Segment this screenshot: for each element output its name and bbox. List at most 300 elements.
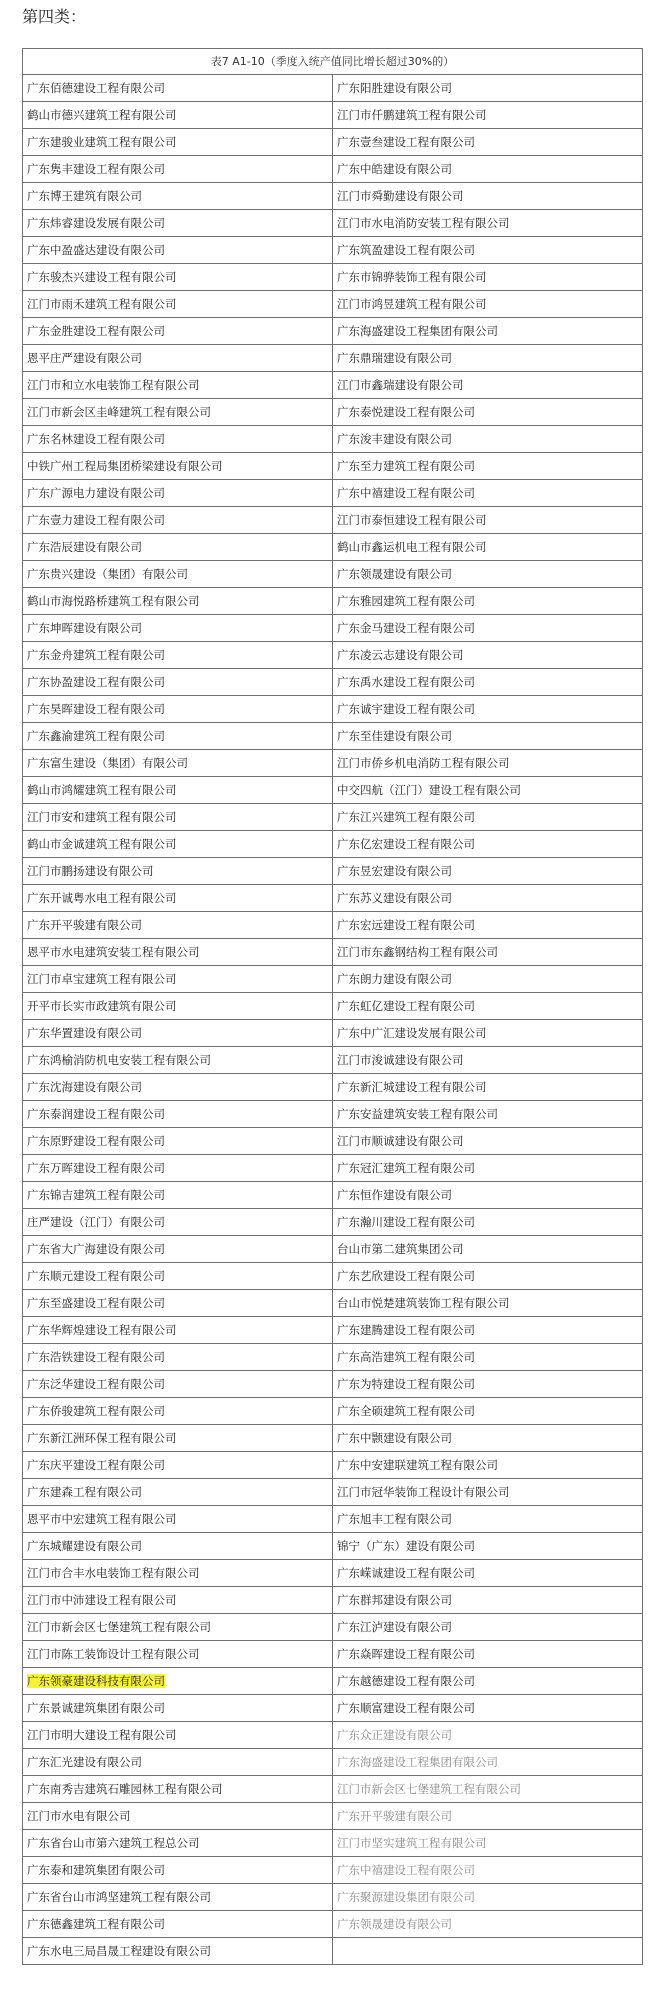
company-cell-left — [23, 588, 333, 615]
company-name: 开平市长实市政建筑有限公司 — [27, 999, 177, 1013]
company-cell-right — [333, 453, 643, 480]
company-name: 江门市和立水电装饰工程有限公司 — [27, 378, 200, 392]
company-name: 广东江泸建设有限公司 — [337, 1620, 452, 1634]
company-cell-right — [333, 1317, 643, 1344]
company-cell-left — [23, 1128, 333, 1155]
company-name: 广东开诚粤水电工程有限公司 — [27, 891, 177, 905]
table-row — [23, 1884, 643, 1911]
company-cell-left — [23, 1371, 333, 1398]
company-cell-left — [23, 1776, 333, 1803]
company-cell-left — [23, 1101, 333, 1128]
company-cell-left — [23, 939, 333, 966]
table-row — [23, 858, 643, 885]
company-name: 江门市侨乡机电消防工程有限公司 — [337, 756, 510, 770]
company-name: 广东群邦建设有限公司 — [337, 1593, 452, 1607]
company-cell-right — [333, 1020, 643, 1047]
company-name: 江门市新会区七堡建筑工程有限公司 — [337, 1782, 521, 1796]
company-table — [22, 48, 643, 1965]
table-row — [23, 1155, 643, 1182]
table-row — [23, 534, 643, 561]
company-name: 广东海盛建设工程集团有限公司 — [337, 324, 498, 338]
company-name: 广东昊晖建设工程有限公司 — [27, 702, 165, 716]
table-row — [23, 1857, 643, 1884]
table-row — [23, 453, 643, 480]
company-cell-right — [333, 642, 643, 669]
company-name: 广东锦吉建筑工程有限公司 — [27, 1188, 165, 1202]
table-row — [23, 777, 643, 804]
company-cell-left — [23, 858, 333, 885]
company-name: 广东中禧建设工程有限公司 — [337, 1863, 475, 1877]
company-name: 广东聚源建设集团有限公司 — [337, 1890, 475, 1904]
company-cell-left — [23, 1722, 333, 1749]
company-cell-right — [333, 831, 643, 858]
table-row — [23, 1236, 643, 1263]
company-name: 广东德鑫建筑工程有限公司 — [27, 1917, 165, 1931]
company-cell-right — [333, 723, 643, 750]
section-heading: 第四类： — [22, 7, 87, 26]
company-name: 广东凌云志建设有限公司 — [337, 648, 464, 662]
company-cell-right — [333, 1506, 643, 1533]
company-cell-left — [23, 1020, 333, 1047]
company-name: 广东泛华建设工程有限公司 — [27, 1377, 165, 1391]
table-row — [23, 723, 643, 750]
company-name: 广东中盈盛达建设有限公司 — [27, 243, 165, 257]
company-name: 广东昱宏建设有限公司 — [337, 864, 452, 878]
company-name: 广东庆平建设工程有限公司 — [27, 1458, 165, 1472]
company-cell-right — [333, 1830, 643, 1857]
company-name: 广东华置建设有限公司 — [27, 1026, 142, 1040]
table-row — [23, 588, 643, 615]
table-row — [23, 1290, 643, 1317]
company-name: 江门市坚实建筑工程有限公司 — [337, 1836, 487, 1850]
company-cell-right — [333, 372, 643, 399]
company-cell-left — [23, 1182, 333, 1209]
company-name: 江门市新会区七堡建筑工程有限公司 — [27, 1620, 211, 1634]
table-row — [23, 939, 643, 966]
company-name: 广东中颢建设有限公司 — [337, 1431, 452, 1445]
company-cell-left — [23, 1344, 333, 1371]
company-name: 广东省大广海建设有限公司 — [27, 1242, 165, 1256]
company-cell-left — [23, 642, 333, 669]
company-name: 鹤山市鑫运机电工程有限公司 — [337, 540, 487, 554]
table-row — [23, 372, 643, 399]
company-cell-right — [333, 615, 643, 642]
company-cell-right — [333, 1101, 643, 1128]
company-name: 广东宏远建设工程有限公司 — [337, 918, 475, 932]
table-row — [23, 1128, 643, 1155]
company-cell-left — [23, 1209, 333, 1236]
company-name: 广东浩铁建设工程有限公司 — [27, 1350, 165, 1364]
table-row — [23, 1776, 643, 1803]
table-row — [23, 264, 643, 291]
company-cell-left — [23, 777, 333, 804]
company-name: 广东中安建联建筑工程有限公司 — [337, 1458, 498, 1472]
company-cell-left — [23, 318, 333, 345]
company-cell-left — [23, 993, 333, 1020]
table-row — [23, 291, 643, 318]
company-cell-right — [333, 75, 643, 102]
company-name: 广东贵兴建设（集团）有限公司 — [27, 567, 188, 581]
table-row — [23, 1830, 643, 1857]
company-name: 江门市鸿昱建筑工程有限公司 — [337, 297, 487, 311]
table-row — [23, 1803, 643, 1830]
company-name: 锦宁（广东）建设有限公司 — [337, 1539, 475, 1553]
company-name: 广东安益建筑安装工程有限公司 — [337, 1107, 498, 1121]
table-row — [23, 102, 643, 129]
table-row — [23, 183, 643, 210]
company-cell-right — [333, 156, 643, 183]
company-name: 台山市第二建筑集团公司 — [337, 1242, 464, 1256]
company-name: 庄严建设（江门）有限公司 — [27, 1215, 165, 1229]
company-name: 广东金舟建筑工程有限公司 — [27, 648, 165, 662]
company-cell-right — [333, 345, 643, 372]
company-name: 广东江兴建筑工程有限公司 — [337, 810, 475, 824]
company-cell-right — [333, 1236, 643, 1263]
company-cell-right — [333, 1614, 643, 1641]
company-cell-right — [333, 993, 643, 1020]
company-cell-left — [23, 561, 333, 588]
company-name: 广东顺富建设工程有限公司 — [337, 1701, 475, 1715]
table-row — [23, 507, 643, 534]
company-name: 广东隽丰建设工程有限公司 — [27, 162, 165, 176]
company-name: 中铁广州工程局集团桥梁建设有限公司 — [27, 459, 223, 473]
company-name: 广东富生建设（集团）有限公司 — [27, 756, 188, 770]
company-cell-left — [23, 1317, 333, 1344]
table-row — [23, 1344, 643, 1371]
company-name: 广东南秀吉建筑石雕园林工程有限公司 — [27, 1782, 223, 1796]
table-row — [23, 156, 643, 183]
company-name: 鹤山市德兴建筑工程有限公司 — [27, 108, 177, 122]
company-cell-right — [333, 1776, 643, 1803]
company-cell-left — [23, 1155, 333, 1182]
company-cell-left — [23, 1911, 333, 1938]
company-name: 广东浚丰建设有限公司 — [337, 432, 452, 446]
table-row — [23, 345, 643, 372]
company-name: 江门市陈工装饰设计工程有限公司 — [27, 1647, 200, 1661]
company-name: 广东新汇城建设工程有限公司 — [337, 1080, 487, 1094]
table-row — [23, 1641, 643, 1668]
company-cell-right — [333, 966, 643, 993]
company-name: 广东鸿榆消防机电安装工程有限公司 — [27, 1053, 211, 1067]
company-name: 江门市仟鹏建筑工程有限公司 — [337, 108, 487, 122]
company-cell-right — [333, 1722, 643, 1749]
company-name: 广东虹亿建设工程有限公司 — [337, 999, 475, 1013]
company-cell-left — [23, 453, 333, 480]
table-row — [23, 399, 643, 426]
company-name: 广东水电三局昌晟工程建设有限公司 — [27, 1944, 211, 1958]
company-cell-right — [333, 1641, 643, 1668]
company-name: 江门市顺诚建设有限公司 — [337, 1134, 464, 1148]
company-cell-left — [23, 669, 333, 696]
company-name: 恩平庄严建设有限公司 — [27, 351, 142, 365]
table-row — [23, 1074, 643, 1101]
company-name: 广东海盛建设工程集团有限公司 — [337, 1755, 498, 1769]
company-name: 广东焱晖建设工程有限公司 — [337, 1647, 475, 1661]
table-row — [23, 1749, 643, 1776]
company-cell-left — [23, 750, 333, 777]
company-cell-left — [23, 1236, 333, 1263]
company-cell-left — [23, 345, 333, 372]
company-name: 广东骏杰兴建设工程有限公司 — [27, 270, 177, 284]
company-cell-right — [333, 1344, 643, 1371]
company-name: 广东建骏业建筑工程有限公司 — [27, 135, 177, 149]
company-cell-right — [333, 1155, 643, 1182]
company-cell-left — [23, 210, 333, 237]
company-cell-right — [333, 507, 643, 534]
company-cell-left — [23, 534, 333, 561]
company-cell-right — [333, 1749, 643, 1776]
table-row — [23, 561, 643, 588]
company-name: 江门市泰恒建设工程有限公司 — [337, 513, 487, 527]
company-name: 广东至力建筑工程有限公司 — [337, 459, 475, 473]
company-name: 江门市舜勤建设有限公司 — [337, 189, 464, 203]
company-name: 广东省台山市鸿坚建筑工程有限公司 — [27, 1890, 211, 1904]
company-name: 广东旭丰工程有限公司 — [337, 1512, 452, 1526]
table-row — [23, 1695, 643, 1722]
company-name: 广东泰润建设工程有限公司 — [27, 1107, 165, 1121]
company-name: 广东省台山市第六建筑工程总公司 — [27, 1836, 200, 1850]
company-name: 广东原野建设工程有限公司 — [27, 1134, 165, 1148]
table-row — [23, 669, 643, 696]
company-name: 广东景诚建筑集团有限公司 — [27, 1701, 165, 1715]
company-cell-right — [333, 777, 643, 804]
company-cell-right — [333, 1425, 643, 1452]
table-row — [23, 615, 643, 642]
company-cell-right — [333, 669, 643, 696]
company-cell-left — [23, 156, 333, 183]
company-cell-right — [333, 1074, 643, 1101]
company-name: 广东金马建设工程有限公司 — [337, 621, 475, 635]
company-name: 鹤山市鸿耀建筑工程有限公司 — [27, 783, 177, 797]
company-name: 广东亿宏建设工程有限公司 — [337, 837, 475, 851]
table-row — [23, 129, 643, 156]
company-name: 恩平市水电建筑安装工程有限公司 — [27, 945, 200, 959]
table-row — [23, 1209, 643, 1236]
company-cell-right — [333, 1452, 643, 1479]
company-cell-left — [23, 696, 333, 723]
table-row — [23, 993, 643, 1020]
company-cell-right — [333, 885, 643, 912]
company-name: 广东领晟建设有限公司 — [337, 567, 452, 581]
company-cell-right — [333, 1587, 643, 1614]
company-name: 广东中禧建设工程有限公司 — [337, 486, 475, 500]
company-cell-left — [23, 291, 333, 318]
company-name: 广东泰悦建设工程有限公司 — [337, 405, 475, 419]
company-name: 江门市卓宝建筑工程有限公司 — [27, 972, 177, 986]
table-row — [23, 1479, 643, 1506]
company-name: 广东沈海建设有限公司 — [27, 1080, 142, 1094]
table-row — [23, 1668, 643, 1695]
company-name: 台山市悦楚建筑装饰工程有限公司 — [337, 1296, 510, 1310]
company-cell-right — [333, 102, 643, 129]
company-cell-left — [23, 426, 333, 453]
table-row — [23, 237, 643, 264]
table-row — [23, 642, 643, 669]
company-cell-left — [23, 480, 333, 507]
table-row — [23, 1587, 643, 1614]
company-cell-left — [23, 912, 333, 939]
company-cell-left — [23, 1884, 333, 1911]
table-row — [23, 318, 643, 345]
company-cell-left — [23, 1074, 333, 1101]
table-row — [23, 1533, 643, 1560]
company-cell-left — [23, 966, 333, 993]
company-name: 广东万晖建设工程有限公司 — [27, 1161, 165, 1175]
table-row — [23, 1371, 643, 1398]
company-cell-left — [23, 723, 333, 750]
company-name: 江门市东鑫钢结构工程有限公司 — [337, 945, 498, 959]
company-name: 广东汇光建设有限公司 — [27, 1755, 142, 1769]
table-row — [23, 1506, 643, 1533]
table-caption: 表7 A1-10（季度入统产值同比增长超过30%的） — [23, 49, 643, 75]
table-row — [23, 1722, 643, 1749]
company-name: 广东协盈建设工程有限公司 — [27, 675, 165, 689]
company-name: 江门市冠华装饰工程设计有限公司 — [337, 1485, 510, 1499]
table-row — [23, 750, 643, 777]
company-name: 广东市锦骅装饰工程有限公司 — [337, 270, 487, 284]
company-cell-right — [333, 1695, 643, 1722]
table-row — [23, 1425, 643, 1452]
company-cell-left — [23, 237, 333, 264]
company-cell-left — [23, 1047, 333, 1074]
company-name: 广东鑫渝建筑工程有限公司 — [27, 729, 165, 743]
company-cell-right — [333, 696, 643, 723]
company-name: 广东中广汇建设发展有限公司 — [337, 1026, 487, 1040]
company-name: 广东浩辰建设有限公司 — [27, 540, 142, 554]
company-cell-right — [333, 264, 643, 291]
company-name: 江门市雨禾建筑工程有限公司 — [27, 297, 177, 311]
company-name: 广东广源电力建设有限公司 — [27, 486, 165, 500]
company-name: 江门市水电有限公司 — [27, 1809, 131, 1823]
company-cell-right — [333, 1263, 643, 1290]
company-name: 广东筑盈建设工程有限公司 — [337, 243, 475, 257]
company-name: 广东至盛建设工程有限公司 — [27, 1296, 165, 1310]
company-name: 广东建森工程有限公司 — [27, 1485, 142, 1499]
company-name: 广东鼎瑞建设有限公司 — [337, 351, 452, 365]
company-cell-right — [333, 426, 643, 453]
table-row — [23, 1047, 643, 1074]
table-row — [23, 480, 643, 507]
company-name: 广东苏义建设有限公司 — [337, 891, 452, 905]
company-cell-left — [23, 1749, 333, 1776]
company-cell-left — [23, 1614, 333, 1641]
company-cell-left — [23, 1830, 333, 1857]
company-name: 广东艺欣建设工程有限公司 — [337, 1269, 475, 1283]
table-row — [23, 966, 643, 993]
company-cell-right — [333, 1209, 643, 1236]
table-row — [23, 1182, 643, 1209]
company-name: 广东为特建设工程有限公司 — [337, 1377, 475, 1391]
company-cell-right — [333, 939, 643, 966]
company-cell-left — [23, 1452, 333, 1479]
company-cell-right — [333, 561, 643, 588]
company-cell-left — [23, 1857, 333, 1884]
company-cell-right — [333, 1857, 643, 1884]
company-name: 中交四航（江门）建设工程有限公司 — [337, 783, 521, 797]
company-cell-right — [333, 1938, 643, 1965]
company-name: 江门市浚诚建设有限公司 — [337, 1053, 464, 1067]
company-name: 广东金胜建设工程有限公司 — [27, 324, 165, 338]
company-cell-right — [333, 237, 643, 264]
company-cell-left — [23, 1290, 333, 1317]
company-cell-left — [23, 183, 333, 210]
company-name: 广东领晟建设有限公司 — [337, 1917, 452, 1931]
table-row — [23, 1317, 643, 1344]
company-cell-left — [23, 1560, 333, 1587]
company-name: 广东全硕建筑工程有限公司 — [337, 1404, 475, 1418]
company-name: 广东建腾建设工程有限公司 — [337, 1323, 475, 1337]
company-name: 广东新江洲环保工程有限公司 — [27, 1431, 177, 1445]
company-cell-right — [333, 1803, 643, 1830]
table-row — [23, 1020, 643, 1047]
company-cell-left — [23, 1587, 333, 1614]
company-table-body — [23, 49, 643, 1965]
company-cell-right — [333, 1533, 643, 1560]
company-name: 广东朗力建设有限公司 — [337, 972, 452, 986]
company-cell-left — [23, 1263, 333, 1290]
company-name: 广东冠汇建筑工程有限公司 — [337, 1161, 475, 1175]
company-cell-left — [23, 372, 333, 399]
company-cell-right — [333, 1371, 643, 1398]
company-name: 广东侨骏建筑工程有限公司 — [27, 1404, 165, 1418]
company-cell-right — [333, 1479, 643, 1506]
company-name: 广东诚宇建设工程有限公司 — [337, 702, 475, 716]
company-cell-left — [23, 1695, 333, 1722]
company-cell-right — [333, 1182, 643, 1209]
company-cell-left — [23, 264, 333, 291]
table-row — [23, 210, 643, 237]
company-cell-left — [23, 1506, 333, 1533]
company-name: 广东中皓建设有限公司 — [337, 162, 452, 176]
company-name: 广东坤晖建设有限公司 — [27, 621, 142, 635]
table-row — [23, 696, 643, 723]
company-cell-left — [23, 75, 333, 102]
table-row — [23, 1938, 643, 1965]
company-name: 江门市鹏扬建设有限公司 — [27, 864, 154, 878]
company-cell-right — [333, 750, 643, 777]
company-cell-left — [23, 1533, 333, 1560]
company-name: 江门市新会区圭峰建筑工程有限公司 — [27, 405, 211, 419]
company-name: 广东瀚川建设工程有限公司 — [337, 1215, 475, 1229]
company-name: 广东雅园建筑工程有限公司 — [337, 594, 475, 608]
company-name: 广东壹叁建设工程有限公司 — [337, 135, 475, 149]
table-caption-row — [23, 49, 643, 75]
company-cell-right — [333, 480, 643, 507]
company-name: 广东华辉煌建设工程有限公司 — [27, 1323, 177, 1337]
company-cell-right — [333, 210, 643, 237]
table-row — [23, 804, 643, 831]
table-row — [23, 912, 643, 939]
table-row — [23, 426, 643, 453]
company-name: 广东博王建筑有限公司 — [27, 189, 142, 203]
company-name: 恩平市中宏建筑工程有限公司 — [27, 1512, 177, 1526]
company-cell-right — [333, 1911, 643, 1938]
company-cell-right — [333, 1128, 643, 1155]
company-cell-left — [23, 1938, 333, 1965]
company-name: 鹤山市海悦路桥建筑工程有限公司 — [27, 594, 200, 608]
company-cell-right — [333, 129, 643, 156]
table-row — [23, 885, 643, 912]
company-name: 广东顺元建设工程有限公司 — [27, 1269, 165, 1283]
company-name: 广东恒作建设有限公司 — [337, 1188, 452, 1202]
company-cell-right — [333, 1398, 643, 1425]
company-cell-left — [23, 1398, 333, 1425]
company-name: 广东开平骏建有限公司 — [27, 918, 142, 932]
table-row — [23, 1560, 643, 1587]
company-cell-left — [23, 804, 333, 831]
table-row — [23, 831, 643, 858]
company-name: 广东禹水建设工程有限公司 — [337, 675, 475, 689]
